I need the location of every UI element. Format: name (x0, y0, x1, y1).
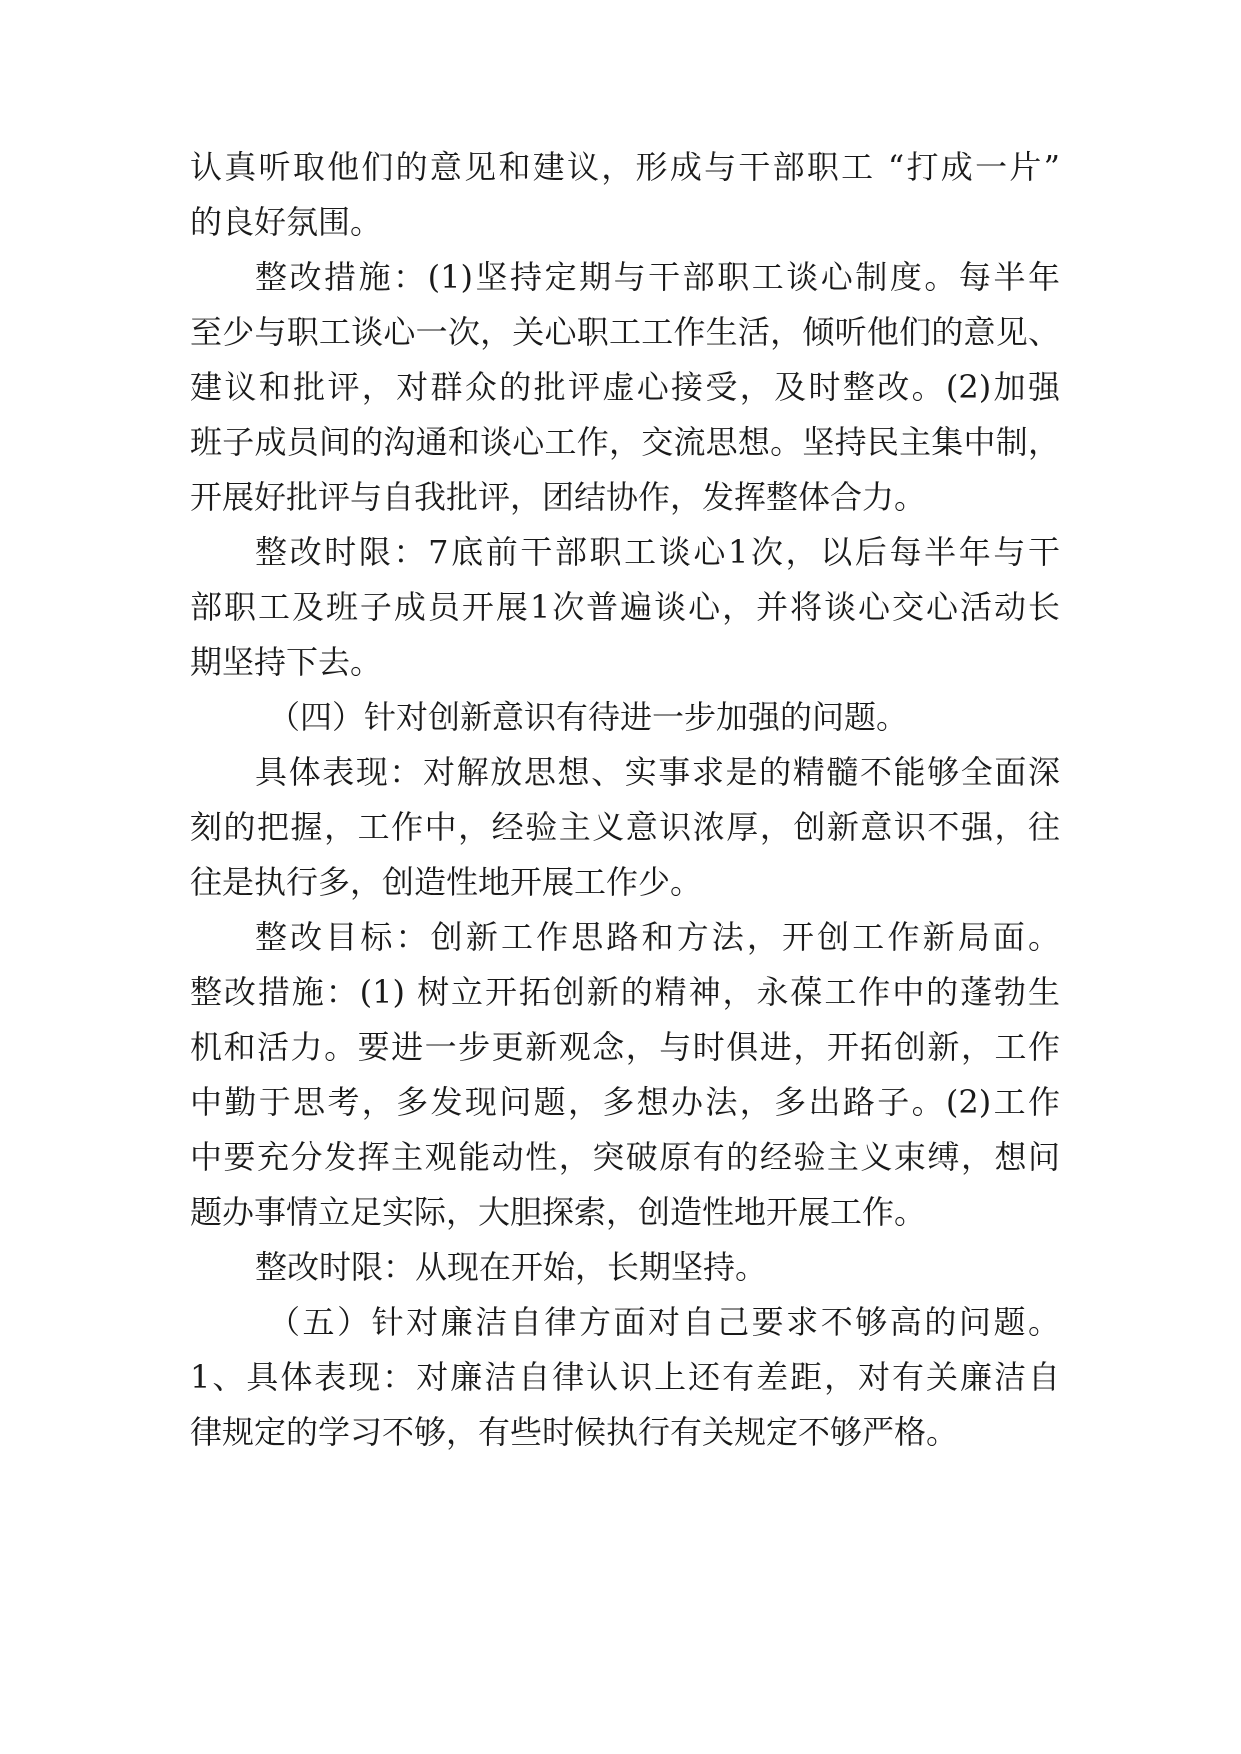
text-line: 整改时限：7底前干部职工谈心1次，以后每半年与干 (255, 533, 1060, 571)
section-heading: （五）针对廉洁自律方面对自己要求不够高的问题。 (268, 1303, 1060, 1341)
text-line: 的良好氛围。 (190, 203, 383, 241)
text-line: 刻的把握，工作中，经验主义意识浓厚，创新意识不强，往 (190, 808, 1060, 846)
text-line: 机和活力。要进一步更新观念，与时俱进，开拓创新，工作 (190, 1028, 1060, 1066)
text-line: 律规定的学习不够，有些时候执行有关规定不够严格。 (190, 1413, 959, 1451)
text-line: 题办事情立足实际，大胆探索，创造性地开展工作。 (190, 1193, 927, 1231)
text-line: 至少与职工谈心一次，关心职工工作生活，倾听他们的意见、 (190, 313, 1060, 351)
text-line: 1、具体表现：对廉洁自律认识上还有差距，对有关廉洁自 (190, 1358, 1060, 1396)
text-line: 期坚持下去。 (190, 643, 383, 681)
text-line: 开展好批评与自我批评，团结协作，发挥整体合力。 (190, 478, 927, 516)
section-heading: （四）针对创新意识有待进一步加强的问题。 (268, 698, 909, 736)
text-line: 整改措施：(1)坚持定期与干部职工谈心制度。每半年 (255, 258, 1060, 296)
text-line: 往是执行多，创造性地开展工作少。 (190, 863, 703, 901)
text-line: 整改时限：从现在开始，长期坚持。 (255, 1248, 768, 1286)
text-line: 班子成员间的沟通和谈心工作，交流思想。坚持民主集中制， (190, 423, 1060, 461)
text-line: 整改措施：(1) 树立开拓创新的精神，永葆工作中的蓬勃生 (190, 973, 1060, 1011)
text-line: 整改目标：创新工作思路和方法，开创工作新局面。 (255, 918, 1060, 956)
text-line: 中要充分发挥主观能动性，突破原有的经验主义束缚，想问 (190, 1138, 1060, 1176)
text-line: 认真听取他们的意见和建议，形成与干部职工 “打成一片” (190, 148, 1060, 186)
text-line: 中勤于思考，多发现问题，多想办法，多出路子。(2)工作 (190, 1083, 1060, 1121)
text-line: 部职工及班子成员开展1次普遍谈心，并将谈心交心活动长 (190, 588, 1060, 626)
text-line: 建议和批评，对群众的批评虚心接受，及时整改。(2)加强 (190, 368, 1060, 406)
text-line: 具体表现：对解放思想、实事求是的精髓不能够全面深 (255, 753, 1060, 791)
